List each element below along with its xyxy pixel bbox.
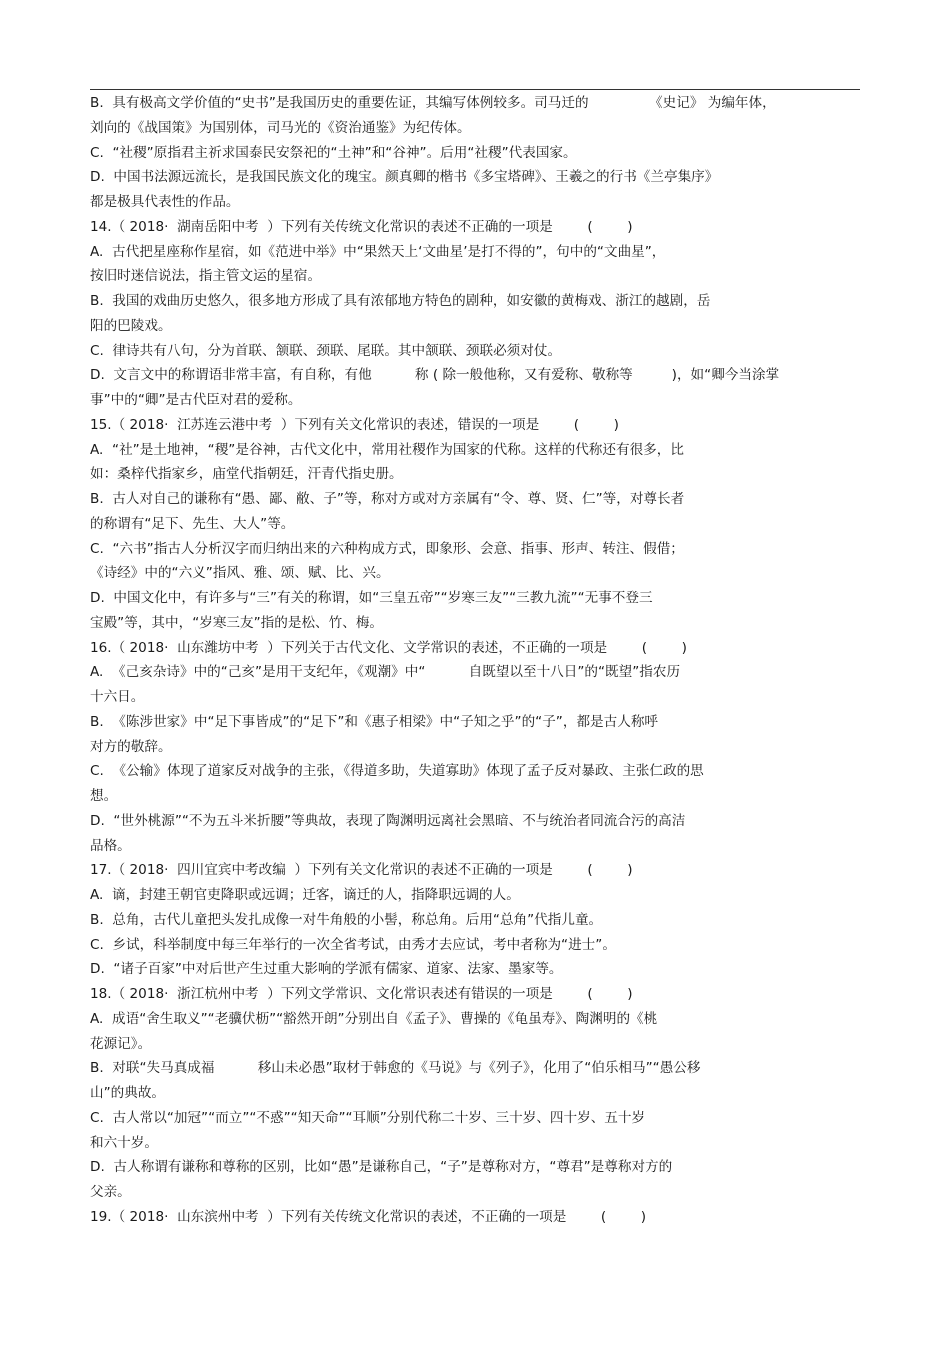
text-line: C. 古人常以“加冠”“而立”“不惑”“知天命”“耳顺”分别代称二十岁、三十岁、四十岁、五十岁: [90, 1109, 646, 1126]
text-line: 阳的巴陵戏。: [90, 317, 172, 334]
text-line: D. “世外桃源”“不为五斗米折腰”等典故，表现了陶渊明远离社会黑暗、不与统治者同流合污的高洁: [90, 812, 686, 829]
text-line: 山”的典故。: [90, 1085, 166, 1101]
text-line: 按旧时迷信说法，指主管文运的星宿。: [90, 268, 322, 285]
text-line: B. 古人对自己的谦称有“愚、鄙、敝、子”等，称对方或对方亲属有“令、尊、贤、仁”等，对尊长者: [90, 491, 685, 507]
text-line: 花源记》。: [90, 1035, 152, 1052]
text-line: 如：桑梓代指家乡，庙堂代指朝廷，汗青代指史册。: [90, 466, 403, 483]
text-line: D. 古人称谓有谦称和尊称的区别，比如“愚”是谦称自己，“子”是尊称对方，“尊君”是尊称对方的: [90, 1159, 673, 1176]
text-line: C. 律诗共有八句，分为首联、颔联、颈联、尾联。其中颔联、颈联必须对仗。: [90, 342, 562, 359]
text-line: 的称谓有“足下、先生、大人”等。: [90, 515, 295, 532]
text-line: C. “六书”指古人分析汉字而归纳出来的六种构成方式，即象形、会意、指事、形声、转注、假借；: [90, 540, 684, 557]
text-line: C. “社稷”原指君主祈求国泰民安祭祀的“土神”和“谷神”。后用“社稷”代表国家。: [90, 144, 577, 161]
text-line: D. “诸子百家”中对后世产生过重大影响的学派有儒家、道家、法家、墨家等。: [90, 961, 563, 978]
text-line: D. 中国书法源远流长，是我国民族文化的瑰宝。颜真卿的楷书《多宝塔碑》、王羲之的行书《兰亭集序》: [90, 169, 719, 186]
text-line: 《诗经》中的“六义”指风、雅、颂、赋、比、兴。: [90, 565, 390, 582]
text-line: B. 我国的戏曲历史悠久，很多地方形成了具有浓郁地方特色的剧种，如安徽的黄梅戏、浙江的越剧，岳: [90, 293, 711, 309]
text-line: B. 《陈涉世家》中“足下事皆成”的“足下”和《惠子相梁》中“子知之乎”的“子”，都是古人称呼: [90, 713, 659, 730]
question-stem: 16.（ 2018· 山东潍坊中考 ）下列关于古代文化、文学常识的表述，不正确的一项是 ( ): [90, 639, 687, 656]
text-line: 都是极具代表性的作品。: [90, 194, 240, 210]
text-line: 刘向的《战国策》为国别体，司马光的《资治通鉴》为纪传体。: [90, 119, 471, 136]
text-line: B. 具有极高文学价值的“史书”是我国历史的重要佐证，其编写体例较多。司马迁的 《史记》 为编年体，: [90, 95, 776, 111]
top-rule: [90, 89, 860, 90]
text-line: 十六日。: [90, 689, 145, 705]
text-line: A. 《己亥杂诗》中的“己亥”是用干支纪年，《观潮》中“ 自既望以至十八日”的“既望”指农历: [90, 664, 681, 681]
text-line: 想。: [90, 788, 118, 804]
text-line: 和六十岁。: [90, 1134, 158, 1151]
text-line: 父亲。: [90, 1184, 131, 1200]
text-line: A. 谪，封建王朝官吏降职或远调；迁客，谪迁的人，指降职远调的人。: [90, 887, 520, 903]
question-stem: 15.（ 2018· 江苏连云港中考 ）下列有关文化常识的表述，错误的一项是 ( ): [90, 416, 619, 433]
text-line: 对方的敬辞。: [90, 738, 172, 755]
text-line: A. 成语“舍生取义”“老骥伏枥”“豁然开朗”分别出自《孟子》、曹操的《龟虽寿》、陶渊明的《桃: [90, 1010, 658, 1027]
text-line: 事”中的“卿”是古代臣对君的爱称。: [90, 392, 302, 408]
question-stem: 17.（ 2018· 四川宜宾中考改编 ）下列有关文化常识的表述不正确的一项是 ( ): [90, 862, 633, 879]
text-line: C. 乡试，科举制度中每三年举行的一次全省考试，由秀才去应试，考中者称为“进士”。: [90, 936, 616, 953]
text-line: B. 总角，古代儿童把头发扎成像一对牛角般的小髻，称总角。后用“总角”代指儿童。: [90, 911, 603, 928]
text-line: D. 中国文化中，有许多与“三”有关的称谓，如“三皇五帝”“岁寒三友”“三教九流”“无事不登三: [90, 590, 653, 606]
question-stem: 19.（ 2018· 山东滨州中考 ）下列有关传统文化常识的表述，不正确的一项是 ( ): [90, 1208, 647, 1225]
text-line: B. 对联“失马真成福 移山未必愚”取材于韩愈的《马说》与《列子》，化用了“伯乐相马”“愚公移: [90, 1060, 701, 1077]
question-stem: 18.（ 2018· 浙江杭州中考 ）下列文学常识、文化常识表述有错误的一项是 ( ): [90, 986, 633, 1002]
text-line: C. 《公输》体现了道家反对战争的主张，《得道多助，失道寡助》体现了孟子反对暴政、主张仁政的思: [90, 763, 704, 780]
text-line: 宝殿”等，其中，“岁寒三友”指的是松、竹、梅。: [90, 614, 384, 631]
text-line: A. 古代把星座称作星宿，如《范进中举》中“果然天上‘文曲星’是打不得的”，句中的“文曲星”，: [90, 243, 666, 260]
text-line: D. 文言文中的称谓语非常丰富，有自称，有他 称 ( 除一般他称，又有爱称、敬称等 )，如“卿今当涂掌: [90, 367, 780, 384]
text-line: 品格。: [90, 837, 131, 854]
document-body: [90, 91, 865, 1230]
text-line: A. “社”是土地神，“稷”是谷神，古代文化中，常用社稷作为国家的代称。这样的代称还有很多，比: [90, 441, 684, 458]
question-stem: 14.（ 2018· 湖南岳阳中考 ）下列有关传统文化常识的表述不正确的一项是 ( ): [90, 218, 633, 235]
